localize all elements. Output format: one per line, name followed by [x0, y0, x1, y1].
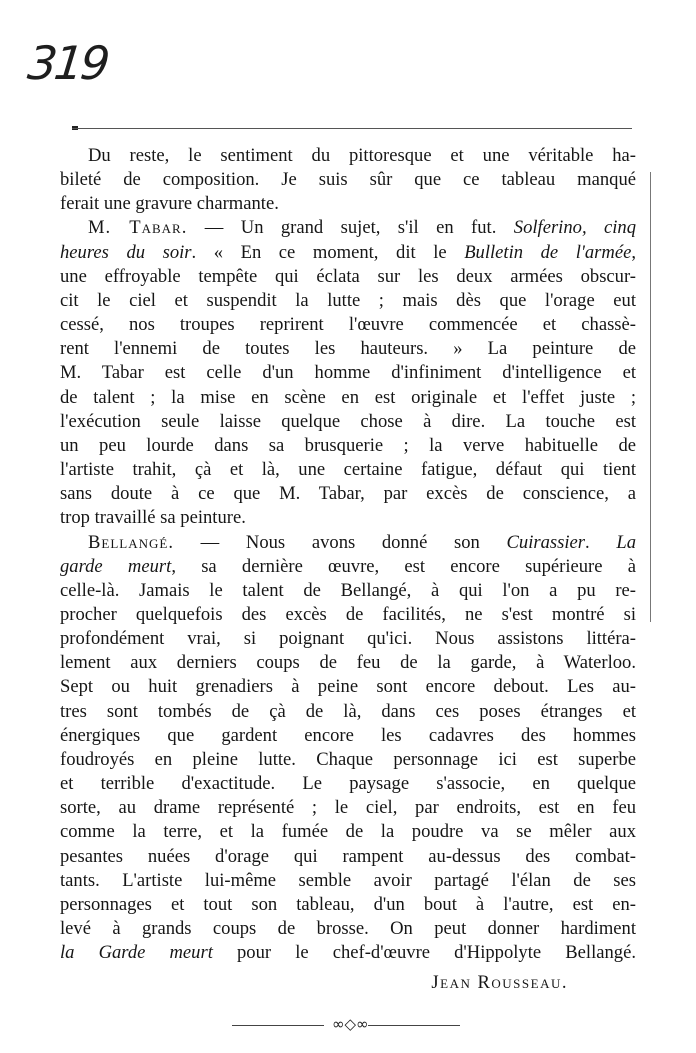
- text-line: sans doute à ce que M. Tabar, par excès de conscience, a: [60, 483, 636, 505]
- paragraph-intro: [60, 144, 636, 216]
- paragraph-tabar: [60, 216, 636, 530]
- artist-name: Bellangé.: [88, 531, 174, 553]
- artwork-title: heures du soir: [60, 241, 192, 263]
- text-line: l'exécution seule laisse quelque chose à dire. La touche est: [60, 410, 636, 432]
- text-line: rent l'ennemi de toutes les hauteurs. » La peinture de: [60, 338, 636, 360]
- text-line: cessé, nos troupes reprirent l'œuvre commencée et chassè-: [60, 314, 636, 336]
- footer-ornament: [232, 1014, 460, 1036]
- text-line: cit le ciel et suspendit la lutte ; mais dès que l'orage eut: [60, 289, 636, 311]
- text-line: pesantes nuées d'orage qui rampent au-dessus des combat-: [60, 845, 636, 867]
- ornament-line-right: [368, 1025, 460, 1026]
- text-line: un peu lourde dans sa brusquerie ; la verve habituelle de: [60, 434, 636, 456]
- text-line: ferait une gravure charmante.: [60, 193, 279, 215]
- flourish-icon: ∞◇∞: [332, 1015, 369, 1033]
- text-line: bileté de composition. Je suis sûr que ce tableau manqué: [60, 169, 636, 191]
- handwritten-page-number: 319: [25, 36, 110, 90]
- text-line: tres sont tombés de çà de là, dans ces poses étranges et: [60, 700, 636, 722]
- text-line: et terrible d'exactitude. Le paysage s'associe, en quelque: [60, 773, 636, 795]
- text-line: levé à grands coups de brosse. On peut donner hardiment: [60, 918, 636, 939]
- publication-title: Bulletin de l'armée: [464, 241, 632, 263]
- text-line: foudroyés en pleine lutte. Chaque personnage ici est superbe: [60, 748, 636, 770]
- text-line: garde meurt, sa dernière œuvre, est encore supérieure à: [60, 555, 636, 577]
- artwork-title: garde meurt: [60, 555, 172, 577]
- text-line: une effroyable tempête qui éclata sur les deux armées obscur-: [60, 265, 636, 287]
- text-line: Du reste, le sentiment du pittoresque et une véritable ha-: [88, 145, 636, 166]
- text-line: M. Tabar. — Un grand sujet, s'il en fut. Solferino, cinq: [88, 217, 636, 239]
- text-line: procher quelquefois des excès de facilités, ne s'est montré si: [60, 603, 636, 625]
- text-line: profondément vrai, si poignant qu'ici. Nous assistons littéra-: [60, 628, 636, 650]
- margin-rule: [650, 172, 651, 622]
- text-line: la Garde meurt pour le chef-d'œuvre d'Hippolyte Bellangé.: [60, 942, 636, 964]
- author-signature: Jean Rousseau.: [431, 972, 568, 993]
- artwork-title: La: [616, 531, 636, 553]
- text-line: celle-là. Jamais le talent de Bellangé, à qui l'on a pu re-: [60, 579, 636, 601]
- text-line: personnages et tout son tableau, d'un bout à l'autre, est en-: [60, 893, 636, 915]
- text-line: de talent ; la mise en scène en est originale et l'effet juste ;: [60, 386, 636, 408]
- artwork-title: Solferino, cinq: [513, 217, 636, 239]
- text-line: Sept ou huit grenadiers à peine sont encore debout. Les au-: [60, 676, 636, 698]
- text-line: M. Tabar est celle d'un homme d'infiniment d'intelligence et: [60, 362, 636, 384]
- text-line: Bellangé. — Nous avons donné son Cuirassier. La: [88, 531, 636, 553]
- paragraph-bellange: [60, 531, 636, 966]
- article-body: [60, 144, 636, 965]
- text-line: tants. L'artiste lui-même semble avoir partagé l'élan de ses: [60, 869, 636, 891]
- artwork-title: Cuirassier: [506, 531, 586, 553]
- ornament-line-left: [232, 1025, 324, 1026]
- text-line: énergiques que gardent encore les cadavres des hommes: [60, 724, 636, 746]
- header-rule: [72, 128, 632, 129]
- artist-name: M. Tabar.: [88, 217, 188, 239]
- artwork-title: la Garde meurt: [60, 942, 213, 964]
- text-line: lement aux derniers coups de feu de la garde, à Waterloo.: [60, 652, 636, 674]
- text-line: sorte, au drame représenté ; le ciel, par endroits, est en feu: [60, 797, 636, 819]
- text-line: trop travaillé sa peinture.: [60, 507, 246, 529]
- text-line: heures du soir. « En ce moment, dit le Bulletin de l'armée,: [60, 241, 636, 263]
- text-line: l'artiste trahit, çà et là, une certaine fatigue, défaut qui tient: [60, 459, 636, 481]
- text-line: comme la terre, et la fumée de la poudre va se mêler aux: [60, 821, 636, 843]
